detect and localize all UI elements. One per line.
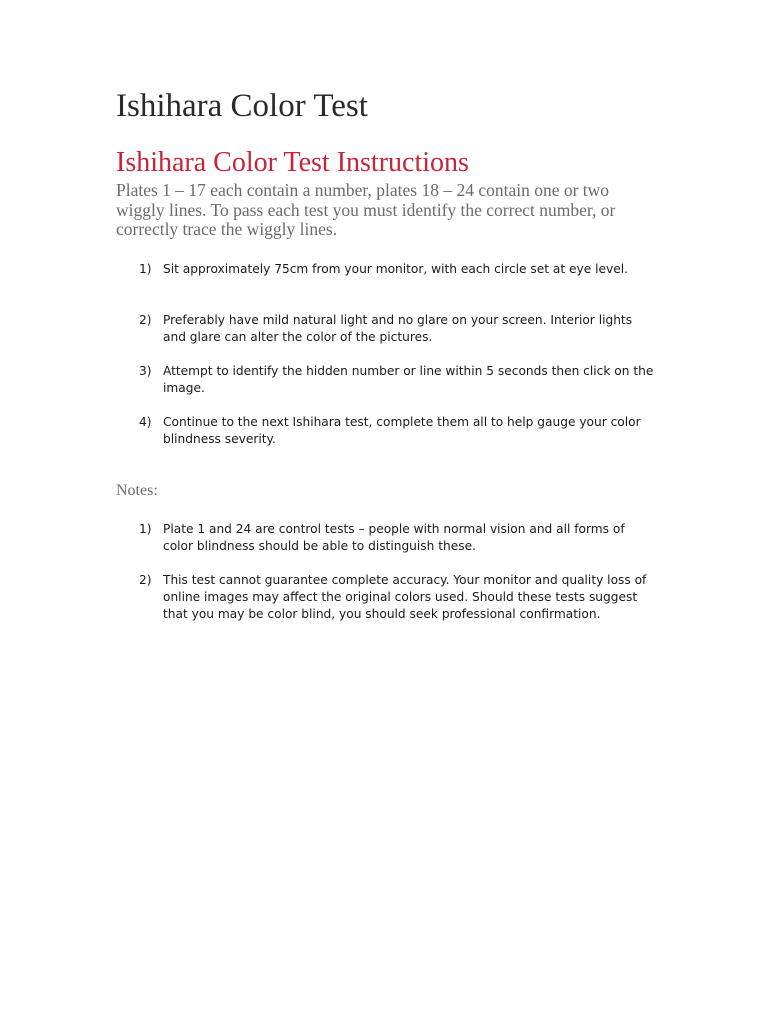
note-text: This test cannot guarantee complete accuracy. Your monitor and quality loss of online images may affect the original colors used. Should these tests suggest that you may be color blind, you should seek professional confirmation. [163,573,647,621]
list-number: 1) [139,262,152,276]
instruction-text: Continue to the next Ishihara test, complete them all to help gauge your color blindness severity. [163,415,641,446]
instructions-heading: Ishihara Color Test Instructions [116,147,469,178]
instruction-text: Preferably have mild natural light and no glare on your screen. Interior lights and glare can alter the color of the pictures. [163,313,633,344]
list-number: 3) [139,364,152,378]
notes-label: Notes: [116,482,158,499]
intro-paragraph: Plates 1 – 17 each contain a number, plates 18 – 24 contain one or two wiggly lines. To pass each test you must identify the correct number, or correctly trace the wiggly lines. [116,180,616,239]
list-number: 4) [139,415,152,429]
instruction-text: Attempt to identify the hidden number or line within 5 seconds then click on the image. [163,364,654,395]
instruction-text: Sit approximately 75cm from your monitor, with each circle set at eye level. [163,262,628,276]
list-number: 1) [139,522,152,536]
document-title: Ishihara Color Test [116,88,368,124]
list-number: 2) [139,313,152,327]
note-text: Plate 1 and 24 are control tests – people with normal vision and all forms of color blindness should be able to distinguish these. [163,522,625,553]
list-number: 2) [139,573,152,587]
